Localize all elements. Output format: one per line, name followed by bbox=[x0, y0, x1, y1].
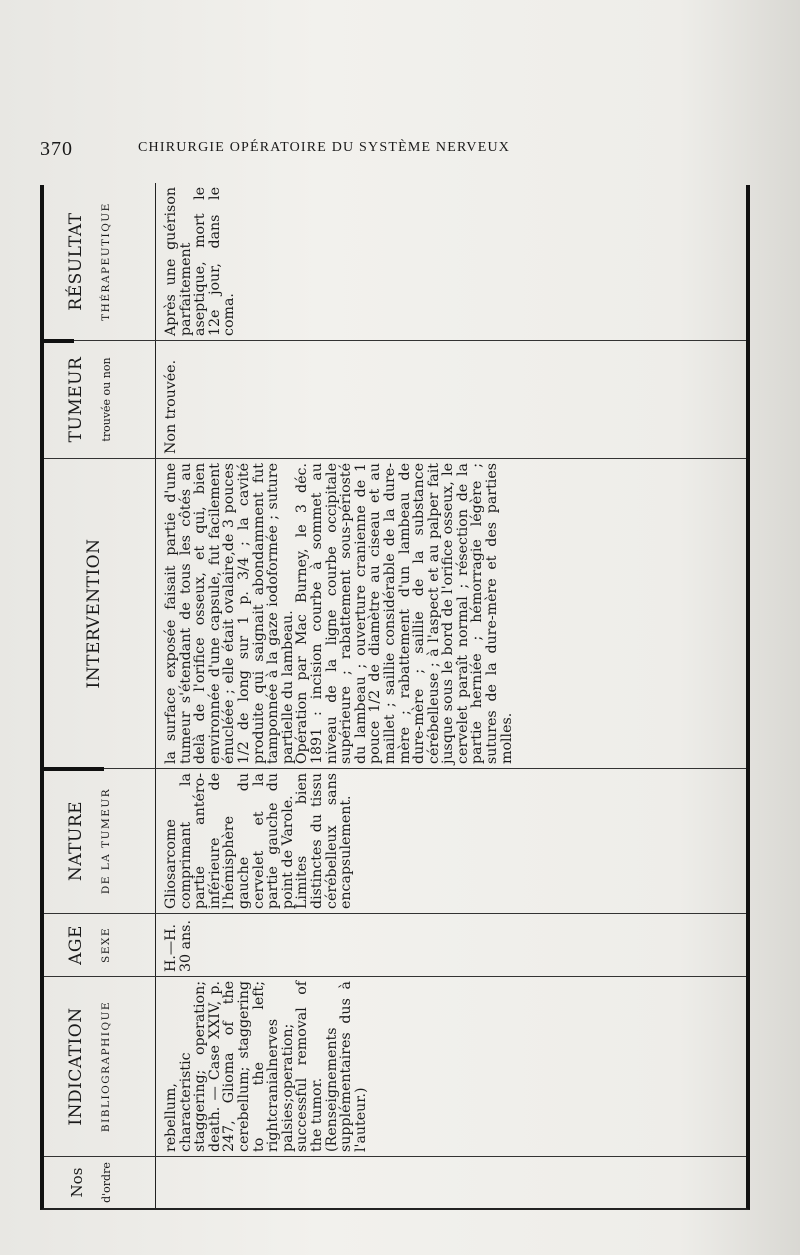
nature-text: Gliosarcome comprimant la partie antéro-inférieure de l'hémisphère gauche du cervelet et la partie gauche du point de Varole. bbox=[163, 773, 296, 909]
indication-text: rebellum, characteristic staggering; operation; death. — Case XXIV, p. 247, Glioma of the cerebellum; staggering to the left; rightcranialnerves palsies;operation; successful removal of the tumor. bbox=[163, 981, 325, 1152]
page-number: 370 bbox=[40, 138, 73, 160]
column-nature bbox=[44, 768, 746, 913]
cell-indication bbox=[162, 977, 746, 1156]
intervention-operation: Opération par Mac Burney, le 3 déc. 1891 : incision courbe à sommet au niveau de la ligne courbe occipitale supérieure ; rabattement sous-périosté du lambeau ; ouverture cranienne de 1 pouce 1/2 de diamètre au ciseau et au maillet ; saillie considérable de la dure-mère ; rabattement d'un lambeau de dure-mère ; saillie de la substance cérébelleuse ; à l'aspect et au palper fait jusque sous le bord de l'orifice osseux, le cervelet paraît normal ; résection de la partie herniée ; hémorragie légère ; sutures de la dure-mère et des parties molles. bbox=[294, 463, 515, 764]
header-num bbox=[44, 1157, 156, 1208]
cell-num bbox=[162, 1157, 746, 1208]
column-num bbox=[44, 1156, 746, 1208]
header-indication-line2: BIBLIOGRAPHIQUE bbox=[100, 1000, 112, 1133]
header-num-line1: Nos bbox=[68, 1167, 86, 1198]
intervention-text: la surface exposée faisait partie d'une tumeur s'étendant de tous les côtés au delà de l'orifice osseux, et qui, bien environnée d'une capsule, fut facilement énucléée ; elle était ovalaire,de 3 pouces 1/2 de long sur 1 p. 3/4 ; la cavité produite qui saignait abondamment fut tamponnée à la gaze iodoformée ; suture partielle du lambeau. bbox=[163, 463, 296, 764]
header-resultat-line2: THÉRAPEUTIQUE bbox=[100, 202, 112, 321]
header-tumeur-line2: trouvée ou non bbox=[100, 357, 113, 442]
nature-limits: Limites bien distinctes du tissu cérébelleux sans encapsulement. bbox=[294, 773, 355, 909]
cell-intervention bbox=[162, 459, 746, 768]
column-tumeur bbox=[44, 340, 746, 458]
header-nature bbox=[44, 769, 156, 913]
header-resultat-line1: RÉSULTAT bbox=[66, 212, 86, 311]
header-age-line1: AGE bbox=[66, 925, 86, 965]
rotated-table bbox=[40, 185, 750, 1210]
column-resultat bbox=[44, 183, 746, 340]
header-indication bbox=[44, 977, 156, 1156]
cell-tumeur: Non trouvée. bbox=[163, 359, 179, 454]
cell-nature bbox=[162, 769, 746, 913]
rotated-table-frame bbox=[40, 185, 750, 1210]
header-num-line2: d'ordre bbox=[100, 1162, 113, 1203]
header-intervention-line1: INTERVENTION bbox=[84, 538, 104, 689]
case-table bbox=[40, 185, 750, 1210]
header-nature-line1: NATURE bbox=[66, 800, 86, 882]
column-intervention bbox=[44, 458, 746, 768]
cell-age: H.—H. 30 ans. bbox=[163, 920, 194, 972]
column-age bbox=[44, 913, 746, 976]
header-intervention bbox=[44, 459, 156, 768]
header-resultat bbox=[44, 183, 156, 340]
header-age-line2: SEXE bbox=[100, 927, 112, 963]
header-age bbox=[44, 914, 156, 976]
header-nature-line2: DE LA TUMEUR bbox=[100, 787, 112, 895]
header-tumeur-line1: TUMEUR bbox=[66, 356, 86, 443]
cell-resultat: Après une guérison parfaitement aseptique, mort le 12e jour, dans le coma. bbox=[163, 187, 238, 336]
column-indication bbox=[44, 976, 746, 1156]
header-indication-line1: INDICATION bbox=[66, 1007, 86, 1126]
header-tumeur bbox=[44, 341, 156, 458]
indication-note: (Renseignements supplémentaires dus à l'auteur.) bbox=[323, 981, 369, 1152]
running-head: CHIRURGIE OPÉRATOIRE DU SYSTÈME NERVEUX bbox=[138, 140, 511, 155]
